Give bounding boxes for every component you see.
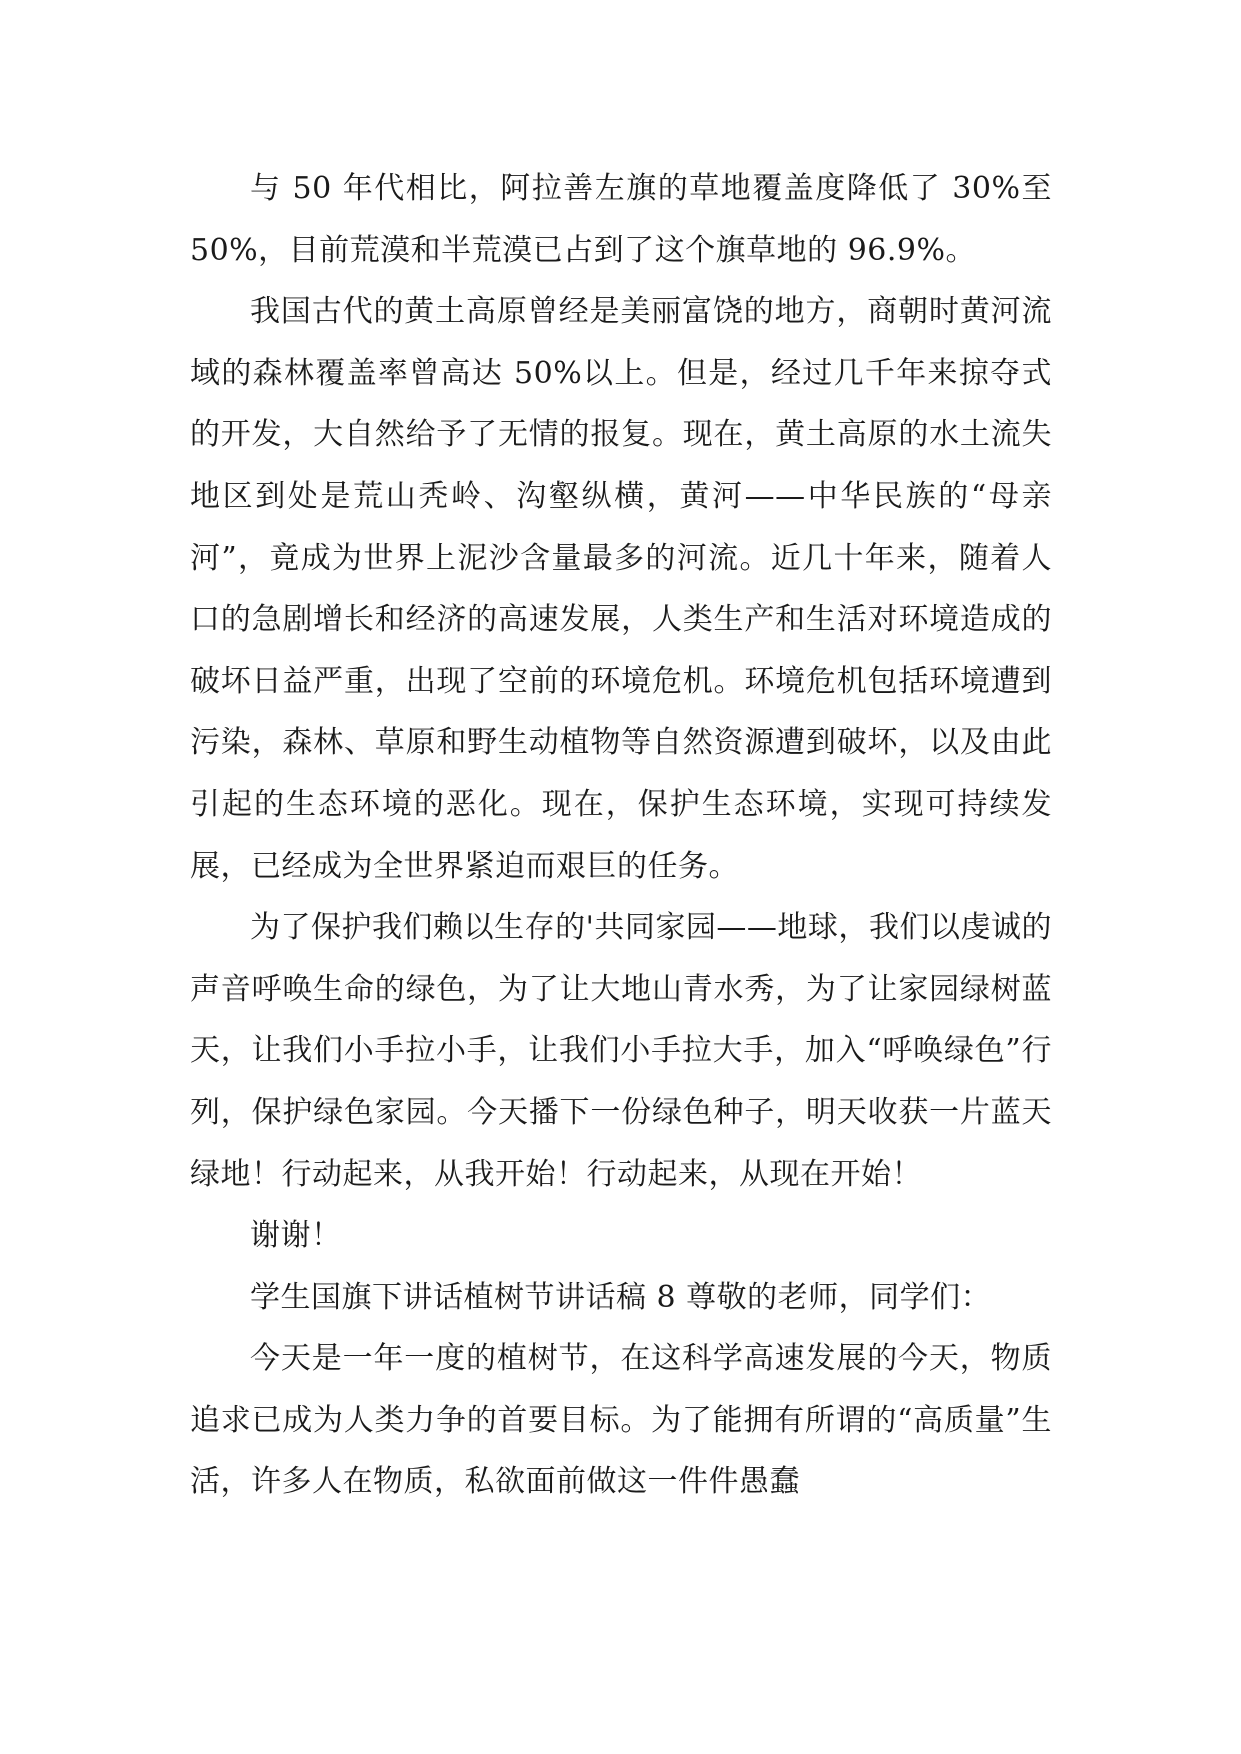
paragraph-thanks: 谢谢！ xyxy=(250,1218,342,1254)
paragraph-arbor-day-intro: 今天是一年一度的植树节，在这科学高速发展的今天，物质追求已成为人类力争的首要目标。为了能拥有所谓的“高质量”生活，许多人在物质，私欲面前做这一件件愚蠢 xyxy=(190,1341,1052,1500)
paragraph-grassland-statistics: 与 50 年代相比，阿拉善左旗的草地覆盖度降低了 30%至 50%，目前荒漠和半荒漠已占到了这个旗草地的 96.9%。 xyxy=(190,171,1052,268)
paragraph-loess-plateau: 我国古代的黄土高原曾经是美丽富饶的地方，商朝时黄河流域的森林覆盖率曾高达 50%以上。但是，经过几千年来掠夺式的开发，大自然给予了无情的报复。现在，黄土高原的水土流失地区到处是荒山秃岭、沟壑纵横，黄河——中华民族的“母亲河”，竟成为世界上泥沙含量最多的河流。近几十年来，随着人口的急剧增长和经济的高速发展，人类生产和生活对环境造成的破坏日益严重，出现了空前的环境危机。环境危机包括环境遭到污染，森林、草原和野生动植物等自然资源遭到破坏，以及由此引起的生态环境的恶化。现在，保护生态环境，实现可持续发展，已经成为全世界紧迫而艰巨的任务。 xyxy=(190,294,1052,884)
document-body xyxy=(190,158,1052,1513)
paragraph-speech-heading: 学生国旗下讲话植树节讲话稿 8 尊敬的老师，同学们： xyxy=(250,1279,992,1315)
paragraph-call-to-action: 为了保护我们赖以生存的'共同家园——地球，我们以虔诚的声音呼唤生命的绿色，为了让大地山青水秀，为了让家园绿树蓝天，让我们小手拉小手，让我们小手拉大手，加入“呼唤绿色”行列，保护绿色家园。今天播下一份绿色种子，明天收获一片蓝天绿地！行动起来，从我开始！行动起来，从现在开始！ xyxy=(190,910,1052,1192)
